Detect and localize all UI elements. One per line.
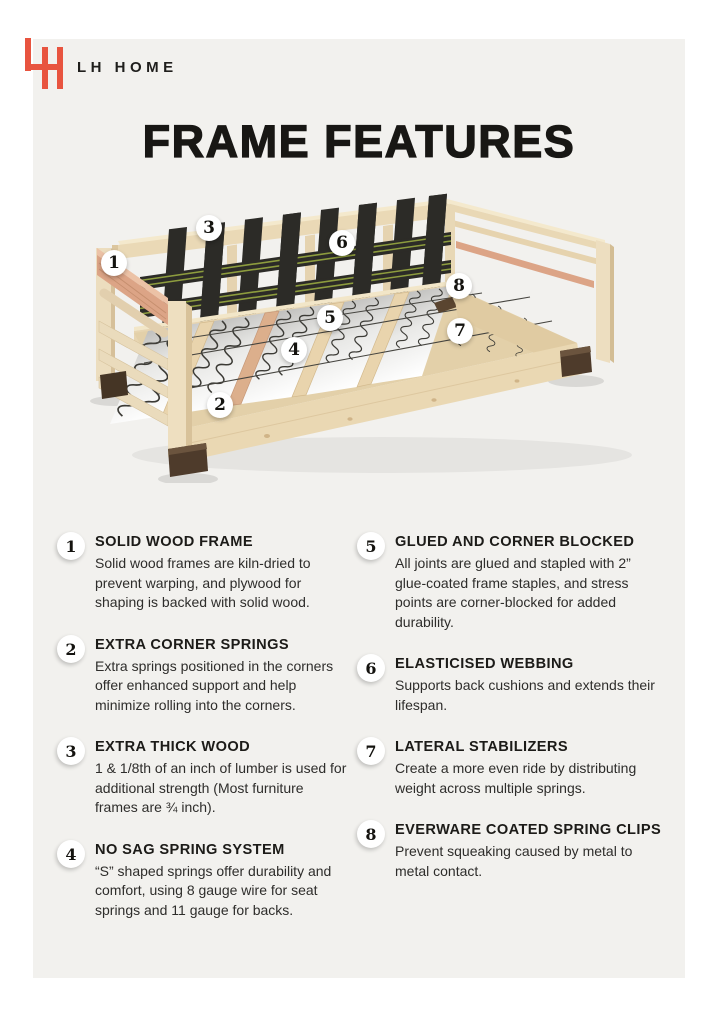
feature-description: Supports back cushions and extends their lifespan. [395, 677, 655, 713]
feature-item-1 [57, 531, 349, 613]
callout-2: 2 [207, 392, 233, 418]
feature-number-badge: 3 [57, 737, 85, 765]
feature-number-badge: 7 [357, 737, 385, 765]
feature-item-3 [57, 736, 349, 818]
feature-number-badge: 5 [357, 532, 385, 560]
feature-title: EXTRA THICK WOOD [95, 739, 251, 755]
callout-3: 3 [196, 215, 222, 241]
brand-name: LH HOME [77, 59, 178, 76]
feature-item-5 [357, 531, 665, 632]
feature-number-badge: 6 [357, 654, 385, 682]
callout-1: 1 [101, 250, 127, 276]
feature-description: 1 & 1/8th of an inch of lumber is used for additional strength (Most furniture frames are ¾ inch). [95, 760, 347, 815]
feature-title: ELASTICISED WEBBING [395, 656, 574, 672]
content-card [33, 39, 685, 978]
feature-item-2 [57, 634, 349, 716]
feature-description: Prevent squeaking caused by metal to metal contact. [395, 843, 633, 879]
feature-item-6 [357, 653, 665, 715]
feature-item-7 [357, 736, 665, 798]
callout-5: 5 [317, 305, 343, 331]
callout-4: 4 [281, 337, 307, 363]
callout-8: 8 [446, 273, 472, 299]
feature-item-8 [357, 819, 665, 881]
feature-number-badge: 4 [57, 840, 85, 868]
feature-number-badge: 8 [357, 820, 385, 848]
feature-title: EXTRA CORNER SPRINGS [95, 636, 289, 653]
feature-description: Create a more even ride by distributing weight across multiple springs. [395, 760, 637, 796]
feature-title: GLUED AND CORNER BLOCKED [395, 534, 635, 550]
feature-description: “S” shaped springs offer durability and comfort, using 8 gauge wire for seat springs and 11 gauge for backs. [95, 862, 332, 918]
feature-item-4 [57, 839, 349, 921]
sofa-frame-illustration [82, 193, 637, 483]
sofa-frame-drawing [82, 193, 637, 483]
feature-title: NO SAG SPRING SYSTEM [95, 841, 285, 858]
feature-description: Solid wood frames are kiln-dried to prevent warping, and plywood for shaping is backed with solid wood. [95, 555, 311, 610]
feature-description: All joints are glued and stapled with 2” glue-coated frame staples, and stress points are corner-blocked for added durability. [395, 555, 631, 630]
callout-7: 7 [447, 318, 473, 344]
feature-number-badge: 1 [57, 532, 85, 560]
feature-title: EVERWARE COATED SPRING CLIPS [395, 822, 662, 838]
feature-column-left [57, 531, 349, 941]
feature-column-right [357, 531, 665, 902]
feature-description: Extra springs positioned in the corners offer enhanced support and help minimize rolling into the corners. [95, 657, 334, 713]
callout-6: 6 [329, 230, 355, 256]
page-title: FRAME FEATURES [142, 116, 576, 167]
lh-monogram-logo-icon [25, 38, 65, 90]
feature-title: SOLID WOOD FRAME [95, 534, 254, 550]
feature-number-badge: 2 [57, 635, 85, 663]
feature-title: LATERAL STABILIZERS [395, 739, 568, 755]
